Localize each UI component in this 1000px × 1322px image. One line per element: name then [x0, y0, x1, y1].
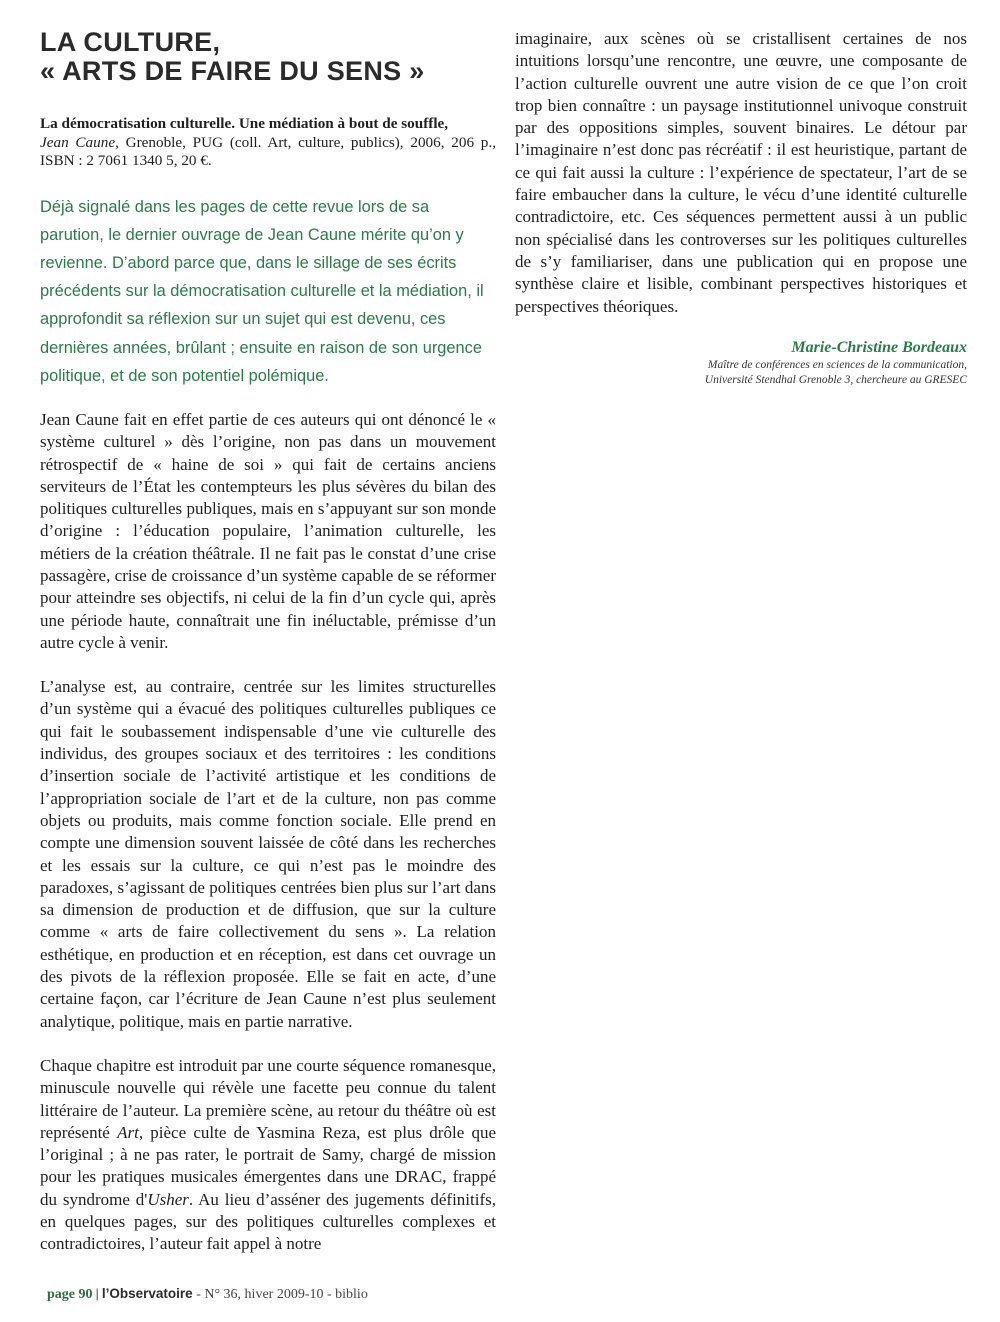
- body-paragraph-1: Jean Caune fait en effet partie de ces auteurs qui ont dénoncé le « système culturel » dès l’origine, non pas dans un mouvement rétrospectif de « haine de soi » qui fait de certains anciens serviteurs de l’État les contempteurs les plus sévères du bilan des politiques culturelles publiques, mais en s’appuyant sur son monde d’origine : l’éducation populaire, l’animation culturelle, les métiers de la création théâtrale. Il ne fait pas le constat d’une crise passagère, crise de croissance d’un système capable de se réformer pour atteindre ses objectifs, ni celui de la fin d’un cycle qui, après une période haute, connaîtrait une fin inéluctable, prémisse d’un autre cycle à venir.: [40, 409, 496, 652]
- page-number: page 90: [47, 1287, 93, 1302]
- p3-text-2: , pièce culte de Yasmina Reza, est plus drôle que l’original ; à ne pas rater, le portrait de Samy, chargé de mission pour les pratiques musicales émergentes dans une DRAC, frappé du syndrome d': [40, 1122, 497, 1209]
- book-reference: [40, 115, 496, 171]
- body-paragraph-continuation: imaginaire, aux scènes où se cristallisent certaines de nos intuitions lorsqu’une rencontre, une œuvre, une composante de l’action culturelle ouvrent une autre vision de ce que l’on croit trop bien connaître : un paysage institutionnel univoque construit par des oppositions simples, souvent binaires. Le détour par l’imaginaire n’est donc pas récréatif : il est heuristique, partant de ce qui fait aussi la culture : l’expérience de spectateur, l’art de se faire embaucher dans la culture, le vécu d’une identité culturelle contradictoire, etc. Ces séquences permettent aussi à un public non spécialisé dans les controverses sur les politiques culturelles de s’y familiariser, dans une publication qui en propose une synthèse claire et lisible, combinant perspectives historiques et perspectives théoriques.: [515, 29, 967, 316]
- issue-info: - N° 36, hiver 2009-10 - biblio: [192, 1287, 368, 1302]
- article-title: [40, 28, 496, 86]
- book-title: La démocratisation culturelle. Une médiation à bout de souffle,: [40, 115, 449, 132]
- body-paragraph-3: [40, 1055, 496, 1256]
- book-details: , Grenoble, PUG (coll. Art, culture, publics), 2006, 206 p., ISBN : 2 7061 1340 5, 20 €.: [40, 133, 496, 169]
- signature-role-line-1: Maître de conférences en sciences de la communication,: [707, 358, 967, 371]
- play-title-art: Art: [117, 1122, 139, 1142]
- syndrome-name-usher: Usher: [147, 1189, 189, 1209]
- body-paragraph-2: L’analyse est, au contraire, centrée sur les limites structurelles d’un système qui a évacué des politiques culturelles publiques ce qui fait le soubassement indispensable d’une vie culturelle des individus, des groupes sociaux et des territoires : les conditions d’insertion sociale de l’activité artistique et les conditions de l’appropriation sociale de l’art et de la culture, non pas comme objets ou produits, mais comme fonction sociale. Elle prend en compte une dimension souvent laissée de côté dans les recherches et les essais sur la culture, ce qui n’est pas le moindre des paradoxes, s’agissant de politiques centrées bien plus sur l’art dans sa dimension de production et de diffusion, que sur la culture comme « arts de faire collectivement du sens ». La relation esthétique, en production et en réception, est dans cet ouvrage un des pivots de la réflexion proposée. Elle se fait en acte, d’une certaine façon, car l’écriture de Jean Caune n’est plus seulement analytique, politique, mais en partie narrative.: [40, 677, 496, 1031]
- author-signature: [515, 338, 967, 388]
- signature-name: Marie-Christine Bordeaux: [791, 338, 967, 356]
- signature-role-line-2: Université Stendhal Grenoble 3, chercheure au GRESEC: [704, 373, 967, 386]
- magazine-name: l’Observatoire: [101, 1286, 193, 1301]
- left-column: [40, 28, 496, 1256]
- footer-separator: |: [95, 1286, 99, 1301]
- article-title-line-2: « ARTS DE FAIRE DU SENS »: [40, 56, 425, 86]
- book-author: Jean Caune: [40, 133, 116, 151]
- lead-paragraph: Déjà signalé dans les pages de cette revue lors de sa parution, le dernier ouvrage de Jean Caune mérite qu’on y revienne. D’abord parce que, dans le sillage de ses écrits précédents sur la démocratisation culturelle et la médiation, il approfondit sa réflexion sur un sujet qui est devenu, ces dernières années, brûlant ; ensuite en raison de son urgence politique, et de son potentiel polémique.: [40, 197, 484, 385]
- p3-text-3: . Au lieu d’asséner des jugements définitifs, en quelques pages, sur des politiques culturelles complexes et contradictoires, l’auteur fait appel à notre: [40, 1189, 497, 1254]
- p3-text-1: Chaque chapitre est introduit par une courte séquence romanesque, minuscule nouvelle qui révèle une facette peu connue du talent littéraire de l’auteur. La première scène, au retour du théâtre où est représenté: [40, 1055, 496, 1142]
- page-footer: [47, 1286, 368, 1303]
- article-title-line-1: LA CULTURE,: [40, 27, 221, 57]
- right-column: [515, 28, 967, 388]
